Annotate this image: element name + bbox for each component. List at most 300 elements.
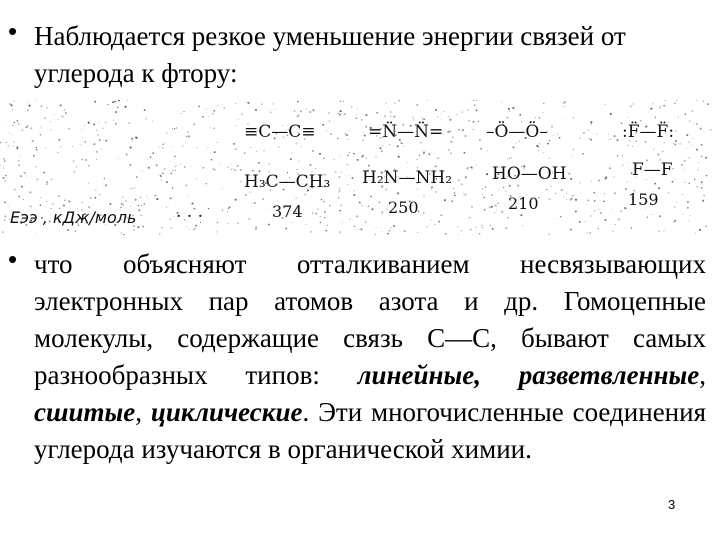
speckle bbox=[608, 133, 609, 134]
speckle bbox=[701, 156, 703, 158]
speckle bbox=[686, 134, 688, 136]
speckle bbox=[559, 137, 561, 139]
speckle bbox=[710, 129, 711, 130]
speckle bbox=[397, 192, 399, 194]
speckle bbox=[622, 155, 623, 156]
speckle bbox=[593, 192, 595, 194]
speckle bbox=[115, 123, 117, 125]
speckle bbox=[0, 142, 1, 144]
speckle bbox=[46, 184, 47, 185]
speckle bbox=[703, 101, 704, 102]
speckle bbox=[353, 194, 355, 196]
speckle bbox=[46, 181, 48, 183]
speckle bbox=[422, 118, 423, 119]
speckle bbox=[570, 178, 572, 180]
speckle bbox=[573, 149, 574, 150]
speckle bbox=[50, 121, 51, 122]
speckle bbox=[705, 157, 707, 159]
speckle bbox=[463, 193, 464, 194]
speckle bbox=[627, 117, 628, 118]
speckle bbox=[461, 230, 462, 231]
speckle bbox=[458, 226, 459, 227]
speckle bbox=[354, 225, 356, 227]
speckle bbox=[18, 123, 20, 125]
speckle bbox=[591, 181, 592, 182]
speckle bbox=[575, 211, 577, 213]
speckle bbox=[349, 130, 350, 131]
speckle bbox=[40, 127, 41, 128]
speckle bbox=[614, 193, 615, 194]
speckle bbox=[605, 177, 607, 179]
speckle bbox=[41, 105, 43, 107]
speckle bbox=[349, 219, 351, 221]
speckle bbox=[172, 170, 174, 172]
speckle bbox=[589, 138, 590, 139]
speckle bbox=[689, 220, 690, 221]
speckle bbox=[357, 159, 359, 161]
speckle bbox=[312, 109, 314, 111]
speckle bbox=[4, 215, 6, 217]
speckle bbox=[312, 150, 314, 152]
speckle bbox=[386, 189, 388, 191]
speckle bbox=[659, 106, 661, 108]
speckle bbox=[434, 224, 435, 225]
speckle bbox=[94, 101, 96, 103]
speckle bbox=[40, 197, 41, 198]
speckle bbox=[147, 197, 148, 198]
speckle bbox=[612, 208, 613, 209]
speckle bbox=[3, 158, 5, 160]
speckle bbox=[702, 200, 704, 202]
speckle bbox=[449, 130, 451, 132]
speckle bbox=[255, 109, 257, 111]
speckle bbox=[691, 110, 693, 112]
speckle bbox=[310, 164, 312, 166]
speckle bbox=[263, 150, 265, 152]
speckle bbox=[13, 145, 14, 146]
speckle bbox=[240, 181, 242, 183]
speckle bbox=[598, 228, 599, 229]
speckle bbox=[509, 185, 511, 187]
speckle bbox=[632, 146, 633, 147]
speckle bbox=[107, 104, 108, 105]
speckle bbox=[46, 107, 47, 108]
speckle bbox=[218, 105, 219, 106]
speckle bbox=[473, 121, 475, 123]
speckle bbox=[105, 140, 107, 142]
speckle bbox=[325, 230, 327, 232]
speckle bbox=[366, 157, 368, 159]
speckle bbox=[491, 194, 493, 196]
speckle bbox=[152, 152, 154, 154]
speckle bbox=[452, 136, 453, 137]
speckle bbox=[339, 231, 341, 233]
speckle bbox=[707, 103, 709, 105]
speckle bbox=[147, 158, 148, 159]
speckle bbox=[82, 137, 83, 138]
speckle bbox=[340, 101, 341, 102]
speckle bbox=[262, 198, 263, 199]
speckle bbox=[120, 105, 121, 106]
speckle bbox=[547, 143, 549, 145]
speckle bbox=[457, 114, 458, 115]
speckle bbox=[522, 225, 523, 226]
speckle bbox=[88, 183, 89, 184]
speckle bbox=[560, 216, 561, 217]
speckle bbox=[306, 109, 307, 110]
speckle bbox=[372, 208, 374, 210]
speckle bbox=[453, 188, 454, 189]
speckle bbox=[416, 104, 418, 106]
speckle bbox=[137, 226, 139, 228]
speckle bbox=[20, 175, 22, 177]
speckle bbox=[349, 152, 350, 153]
speckle bbox=[379, 147, 381, 149]
speckle bbox=[190, 229, 191, 230]
speckle bbox=[196, 147, 197, 148]
speckle bbox=[676, 202, 677, 203]
speckle bbox=[216, 231, 217, 232]
speckle bbox=[214, 151, 216, 153]
speckle bbox=[441, 119, 442, 120]
speckle bbox=[562, 118, 563, 119]
speckle bbox=[603, 201, 605, 203]
speckle bbox=[3, 167, 4, 168]
speckle bbox=[481, 225, 482, 226]
speckle bbox=[212, 113, 214, 115]
speckle bbox=[468, 167, 469, 168]
speckle bbox=[568, 173, 570, 175]
speckle bbox=[362, 139, 363, 140]
speckle bbox=[121, 203, 123, 205]
speckle bbox=[161, 227, 162, 228]
speckle bbox=[75, 230, 77, 232]
speckle bbox=[68, 200, 70, 202]
bond-energy-figure bbox=[0, 100, 712, 235]
speckle bbox=[659, 215, 661, 217]
speckle bbox=[674, 179, 675, 180]
speckle bbox=[394, 116, 396, 118]
speckle bbox=[172, 129, 173, 130]
speckle bbox=[609, 167, 611, 169]
speckle bbox=[608, 139, 609, 140]
speckle bbox=[73, 160, 75, 162]
speckle bbox=[465, 135, 467, 137]
speckle bbox=[82, 159, 84, 161]
speckle bbox=[109, 203, 111, 205]
speckle bbox=[123, 234, 125, 235]
speckle bbox=[684, 182, 685, 183]
speckle bbox=[105, 184, 107, 186]
speckle bbox=[696, 186, 697, 187]
speckle bbox=[590, 121, 592, 123]
speckle bbox=[662, 151, 663, 152]
speckle bbox=[118, 100, 120, 101]
speckle bbox=[234, 169, 236, 171]
speckle bbox=[45, 147, 46, 148]
speckle bbox=[278, 146, 279, 147]
speckle bbox=[2, 231, 4, 233]
speckle bbox=[150, 156, 151, 157]
speckle bbox=[76, 166, 77, 167]
sep: , bbox=[135, 397, 151, 427]
speckle bbox=[573, 117, 574, 118]
speckle bbox=[363, 132, 364, 133]
speckle bbox=[237, 222, 238, 223]
speckle bbox=[240, 169, 242, 171]
speckle bbox=[304, 194, 306, 196]
speckle bbox=[174, 165, 176, 167]
speckle bbox=[227, 223, 228, 224]
speckle bbox=[136, 137, 138, 139]
speckle bbox=[255, 226, 257, 228]
speckle bbox=[598, 180, 599, 181]
speckle bbox=[450, 141, 452, 143]
speckle bbox=[579, 137, 580, 138]
speckle bbox=[585, 221, 586, 222]
speckle bbox=[81, 129, 82, 130]
speckle bbox=[30, 127, 32, 129]
speckle bbox=[330, 133, 332, 135]
speckle bbox=[423, 154, 424, 155]
speckle bbox=[237, 165, 239, 167]
speckle bbox=[96, 159, 97, 160]
speckle bbox=[26, 176, 27, 177]
speckle bbox=[679, 143, 680, 144]
speckle bbox=[80, 144, 81, 145]
speckle bbox=[519, 114, 521, 116]
speckle bbox=[169, 219, 170, 220]
speckle bbox=[390, 111, 392, 113]
speckle bbox=[692, 138, 693, 139]
speckle bbox=[138, 209, 140, 211]
speckle bbox=[217, 222, 219, 224]
speckle bbox=[480, 148, 482, 150]
speckle bbox=[250, 147, 251, 148]
speckle bbox=[579, 182, 581, 184]
speckle bbox=[387, 233, 389, 235]
speckle bbox=[155, 195, 156, 196]
speckle bbox=[462, 129, 464, 131]
speckle bbox=[261, 104, 262, 105]
speckle bbox=[617, 155, 618, 156]
speckle bbox=[208, 116, 209, 117]
speckle bbox=[248, 218, 250, 220]
speckle bbox=[495, 205, 497, 207]
speckle bbox=[36, 149, 37, 150]
speckle bbox=[241, 113, 243, 115]
speckle bbox=[222, 104, 223, 105]
speckle bbox=[631, 227, 632, 228]
speckle bbox=[673, 143, 674, 144]
speckle bbox=[156, 164, 158, 166]
speckle bbox=[337, 138, 338, 139]
speckle bbox=[428, 153, 430, 155]
speckle bbox=[689, 120, 691, 122]
speckle bbox=[398, 156, 400, 158]
speckle bbox=[626, 162, 627, 163]
speckle bbox=[658, 231, 659, 232]
speckle bbox=[18, 160, 19, 161]
speckle bbox=[386, 103, 387, 104]
speckle bbox=[474, 104, 476, 106]
speckle bbox=[398, 100, 400, 101]
speckle bbox=[520, 214, 522, 216]
formula-nn: =N̈—N̈= bbox=[368, 122, 444, 142]
speckle bbox=[633, 103, 634, 104]
speckle bbox=[223, 107, 225, 109]
speckle bbox=[174, 128, 175, 129]
speckle bbox=[60, 146, 61, 147]
speckle bbox=[183, 111, 184, 112]
speckle bbox=[423, 119, 425, 121]
speckle bbox=[12, 125, 14, 127]
speckle bbox=[465, 176, 467, 178]
speckle bbox=[688, 157, 690, 159]
speckle bbox=[186, 226, 187, 227]
speckle bbox=[594, 210, 595, 211]
speckle bbox=[233, 168, 234, 169]
speckle bbox=[44, 117, 46, 119]
speckle bbox=[349, 175, 350, 176]
speckle bbox=[4, 219, 6, 221]
speckle bbox=[142, 171, 143, 172]
speckle bbox=[11, 104, 13, 106]
speckle bbox=[668, 192, 669, 193]
speckle bbox=[621, 211, 622, 212]
speckle bbox=[549, 140, 551, 142]
speckle bbox=[315, 168, 316, 169]
speckle bbox=[90, 197, 92, 199]
speckle bbox=[172, 146, 173, 147]
speckle bbox=[468, 120, 470, 122]
speckle bbox=[3, 177, 5, 179]
speckle bbox=[697, 100, 698, 101]
speckle bbox=[322, 124, 324, 126]
speckle bbox=[97, 134, 99, 136]
speckle bbox=[700, 128, 702, 130]
speckle bbox=[18, 196, 20, 198]
speckle bbox=[21, 186, 23, 188]
speckle bbox=[121, 232, 122, 233]
speckle bbox=[301, 146, 302, 147]
speckle bbox=[285, 228, 287, 230]
speckle bbox=[174, 155, 176, 157]
speckle bbox=[473, 129, 474, 130]
speckle bbox=[175, 170, 176, 171]
speckle bbox=[543, 152, 544, 153]
speckle bbox=[172, 187, 173, 188]
speckle bbox=[182, 145, 183, 146]
speckle bbox=[566, 199, 567, 200]
speckle bbox=[268, 224, 270, 226]
speckle bbox=[305, 224, 306, 225]
speckle bbox=[347, 139, 348, 140]
speckle bbox=[26, 126, 28, 128]
speckle bbox=[555, 193, 556, 194]
speckle bbox=[130, 146, 132, 148]
speckle bbox=[655, 117, 656, 118]
speckle bbox=[315, 213, 317, 215]
speckle bbox=[339, 210, 341, 212]
speckle bbox=[423, 151, 425, 153]
speckle bbox=[504, 205, 505, 206]
speckle bbox=[235, 148, 237, 150]
speckle bbox=[598, 209, 599, 210]
speckle bbox=[317, 208, 318, 209]
sep bbox=[481, 360, 519, 390]
speckle bbox=[100, 148, 101, 149]
speckle bbox=[390, 116, 391, 117]
speckle bbox=[613, 231, 614, 232]
speckle bbox=[706, 175, 707, 176]
speckle bbox=[479, 139, 481, 141]
speckle bbox=[672, 181, 674, 183]
speckle bbox=[403, 146, 404, 147]
bullet-2-part1: что объясняют отталкиванием несвязывающих электронных пар атомов азота и др. Гомоцепные молекулы, содержащие связь С—С, бывают самых разнообразных типов: bbox=[34, 249, 706, 390]
speckle bbox=[393, 225, 395, 227]
speckle bbox=[180, 113, 181, 114]
speckle bbox=[131, 138, 133, 140]
speckle bbox=[682, 194, 683, 195]
speckle bbox=[339, 176, 341, 178]
speckle bbox=[675, 130, 676, 131]
speckle bbox=[159, 233, 160, 234]
speckle bbox=[170, 173, 172, 175]
speckle bbox=[444, 111, 445, 112]
speckle bbox=[684, 160, 686, 162]
speckle bbox=[543, 103, 544, 104]
speckle bbox=[538, 150, 539, 151]
speckle bbox=[539, 117, 541, 119]
speckle bbox=[539, 143, 541, 145]
speckle bbox=[236, 125, 237, 126]
speckle bbox=[594, 200, 596, 202]
speckle bbox=[473, 100, 474, 101]
speckle bbox=[384, 115, 386, 117]
speckle bbox=[381, 211, 383, 213]
speckle bbox=[605, 104, 606, 105]
speckle bbox=[549, 234, 550, 235]
speckle bbox=[96, 151, 98, 153]
speckle bbox=[50, 129, 51, 130]
speckle bbox=[468, 217, 469, 218]
speckle bbox=[693, 124, 694, 125]
speckle bbox=[440, 214, 442, 216]
speckle bbox=[703, 195, 705, 197]
speckle bbox=[590, 139, 592, 141]
speckle bbox=[365, 114, 367, 116]
speckle bbox=[365, 221, 367, 223]
speckle bbox=[9, 133, 10, 134]
speckle bbox=[269, 163, 270, 164]
speckle bbox=[389, 144, 390, 145]
speckle bbox=[498, 189, 499, 190]
energy-label: Eээ , кДж/моль bbox=[10, 208, 137, 227]
speckle bbox=[110, 180, 111, 181]
speckle bbox=[553, 135, 554, 136]
speckle bbox=[361, 205, 362, 206]
speckle bbox=[28, 105, 30, 107]
speckle bbox=[132, 141, 133, 142]
speckle bbox=[254, 202, 256, 204]
speckle bbox=[162, 147, 164, 149]
speckle bbox=[507, 217, 508, 218]
speckle bbox=[72, 146, 73, 147]
speckle bbox=[674, 220, 676, 222]
speckle bbox=[96, 129, 97, 130]
speckle bbox=[587, 129, 589, 131]
